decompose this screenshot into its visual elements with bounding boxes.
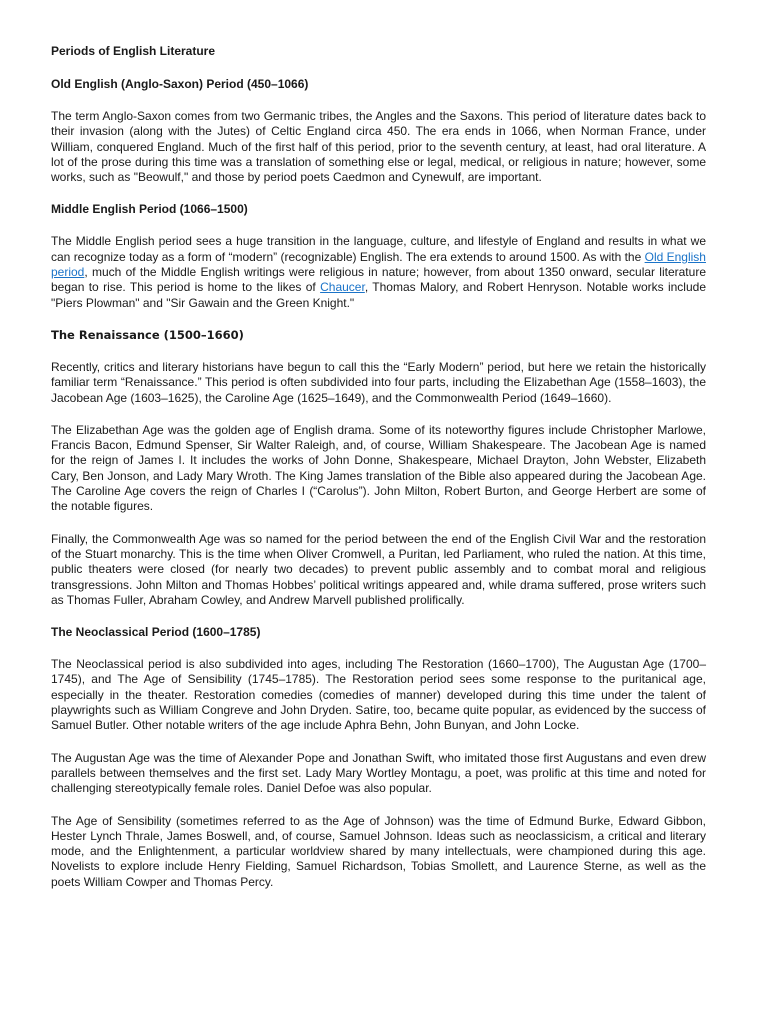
- paragraph-old-english: The term Anglo-Saxon comes from two Germanic tribes, the Angles and the Saxons. This period of literature dates back to their invasion (along with the Jutes) of Celtic England circa 450. The era ends in 1066, when Norman France, under William, conquered England. Much of the first half of this period, prior to the seventh century, at least, had oral literature. A lot of the prose during this time was a translation of something else or legal, medical, or religious in nature; however, some works, such as "Beowulf," and those by period poets Caedmon and Cynewulf, are important.: [51, 109, 706, 185]
- document-title: Periods of English Literature: [51, 44, 216, 58]
- paragraph-augustan-age: The Augustan Age was the time of Alexander Pope and Jonathan Swift, who imitated those first Augustans and even drew parallels between themselves and the first set. Lady Mary Wortley Montagu, a poet, was prolific at this time and noted for challenging stereotypically female roles. Daniel Defoe was also popular.: [51, 750, 706, 796]
- paragraph-text-segment: , Thomas Malory, and Robert Henryson. Notable works include "Piers Plowman" and "Sir Gawain and the Green Knight.": [51, 280, 706, 310]
- paragraph-text-segment: , much of the Middle English writings were religious in nature; however, from about 1350 onward, secular literature began to rise. This period is home to the likes of: [51, 265, 706, 295]
- paragraph-commonwealth-age: Finally, the Commonwealth Age was so named for the period between the end of the English Civil War and the restoration of the Stuart monarchy. This is the time when Oliver Cromwell, a Puritan, led Parliament, who ruled the nation. At this time, public theaters were closed (for nearly two decades) to prevent public assembly and to combat moral and religious transgressions. John Milton and Thomas Hobbes’ political writings appeared and, while drama suffered, prose writers such as Thomas Fuller, Abraham Cowley, and Andrew Marvell published prolifically.: [51, 531, 706, 607]
- paragraph-middle-english: [51, 234, 706, 310]
- section-heading-neoclassical: The Neoclassical Period (1600–1785): [51, 625, 261, 640]
- paragraph-age-of-sensibility: The Age of Sensibility (sometimes referred to as the Age of Johnson) was the time of Edmund Burke, Edward Gibbon, Hester Lynch Thrale, James Boswell, and, of course, Samuel Johnson. Ideas such as neoclassicism, a critical and literary mode, and the Enlightenment, a particular worldview shared by many intellectuals, were championed during this age. Novelists to explore include Henry Fielding, Samuel Richardson, Tobias Smollett, and Laurence Sterne, as well as the poets William Cowper and Thomas Percy.: [51, 813, 706, 889]
- section-heading-middle-english: Middle English Period (1066–1500): [51, 202, 248, 217]
- paragraph-neoclassical-intro: The Neoclassical period is also subdivided into ages, including The Restoration (1660–1700), The Augustan Age (1700–1745), and The Age of Sensibility (1745–1785). The Restoration period sees some response to the puritanical age, especially in the theater. Restoration comedies (comedies of manner) developed during this time under the talent of playwrights such as William Congreve and John Dryden. Satire, too, became quite popular, as evidenced by the success of Samuel Butler. Other notable writers of the age include Aphra Behn, John Bunyan, and John Locke.: [51, 657, 706, 733]
- section-heading-old-english: Old English (Anglo-Saxon) Period (450–1066): [51, 77, 309, 91]
- section-heading-renaissance: The Renaissance (1500–1660): [51, 327, 244, 342]
- paragraph-renaissance-intro: Recently, critics and literary historians have begun to call this the “Early Modern” period, but here we retain the historically familiar term “Renaissance.” This period is often subdivided into four parts, including the Elizabethan Age (1558–1603), the Jacobean Age (1603–1625), the Caroline Age (1625–1649), and the Commonwealth Period (1649–1660).: [51, 359, 706, 405]
- link-old-english-period[interactable]: Old English period: [51, 249, 706, 280]
- link-chaucer[interactable]: Chaucer: [320, 280, 365, 295]
- paragraph-text-segment: The Middle English period sees a huge transition in the language, culture, and lifestyle of England and results in what we can recognize today as a form of “modern” (recognizable) English. The era extends to around 1500. As with the: [51, 234, 706, 264]
- paragraph-elizabethan-age: The Elizabethan Age was the golden age of English drama. Some of its noteworthy figures include Christopher Marlowe, Francis Bacon, Edmund Spenser, Sir Walter Raleigh, and, of course, William Shakespeare. The Jacobean Age is named for the reign of James I. It includes the works of John Donne, Shakespeare, Michael Drayton, John Webster, Elizabeth Cary, Ben Jonson, and Lady Mary Wroth. The King James translation of the Bible also appeared during the Jacobean Age. The Caroline Age covers the reign of Charles I (“Carolus”). John Milton, Robert Burton, and George Herbert are some of the notable figures.: [51, 422, 706, 514]
- document-page: [51, 44, 706, 907]
